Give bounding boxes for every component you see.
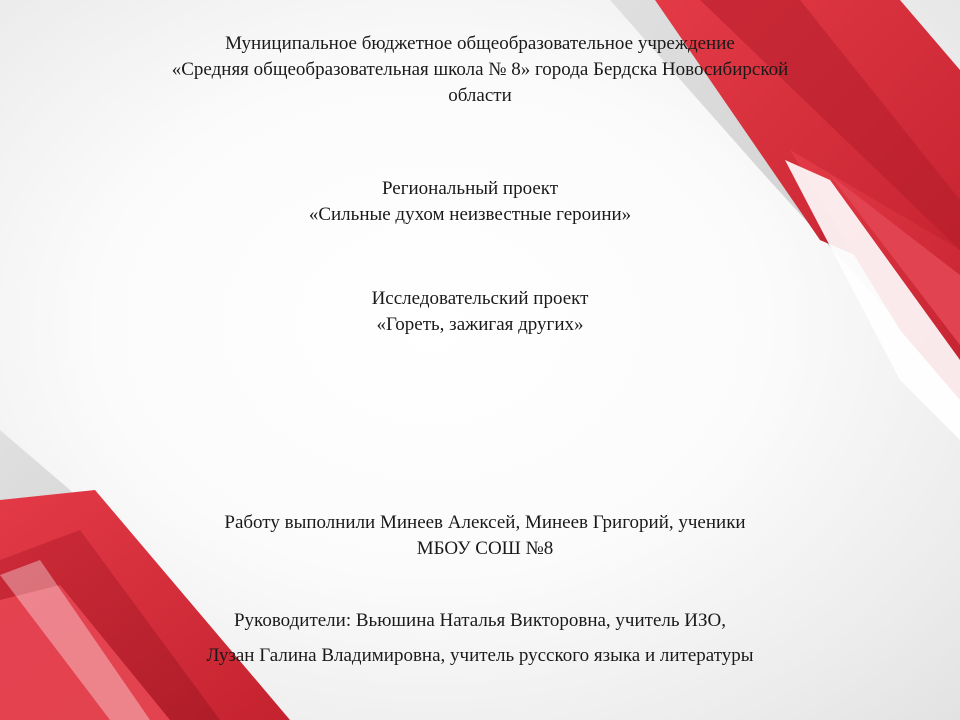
regional-project-title: «Сильные духом неизвестные героини» <box>308 204 632 225</box>
authors-line-2: МБОУ СОШ №8 <box>416 538 554 559</box>
regional-project-label: Региональный проект <box>381 178 559 199</box>
header-line-2: «Средняя общеобразовательная школа № 8» города Бердска Новосибирской <box>171 59 789 80</box>
leaders-line-1: Руководители: Вьюшина Наталья Викторовна, учитель ИЗО, <box>233 610 726 631</box>
research-project-label: Исследовательский проект <box>371 288 589 309</box>
research-project-title: «Гореть, зажигая других» <box>376 314 584 335</box>
leaders-block <box>100 608 860 669</box>
school-name-header <box>95 31 865 109</box>
regional-project-block <box>270 176 670 228</box>
header-line-1: Муниципальное бюджетное общеобразовательное учреждение <box>225 33 735 54</box>
research-project-block <box>280 286 680 338</box>
leaders-line-2: Лузан Галина Владимировна, учитель русского языка и литературы <box>206 645 754 666</box>
header-line-3: области <box>448 85 512 106</box>
authors-line-1: Работу выполнили Минеев Алексей, Минеев Григорий, ученики <box>224 512 746 533</box>
authors-block <box>110 510 860 562</box>
